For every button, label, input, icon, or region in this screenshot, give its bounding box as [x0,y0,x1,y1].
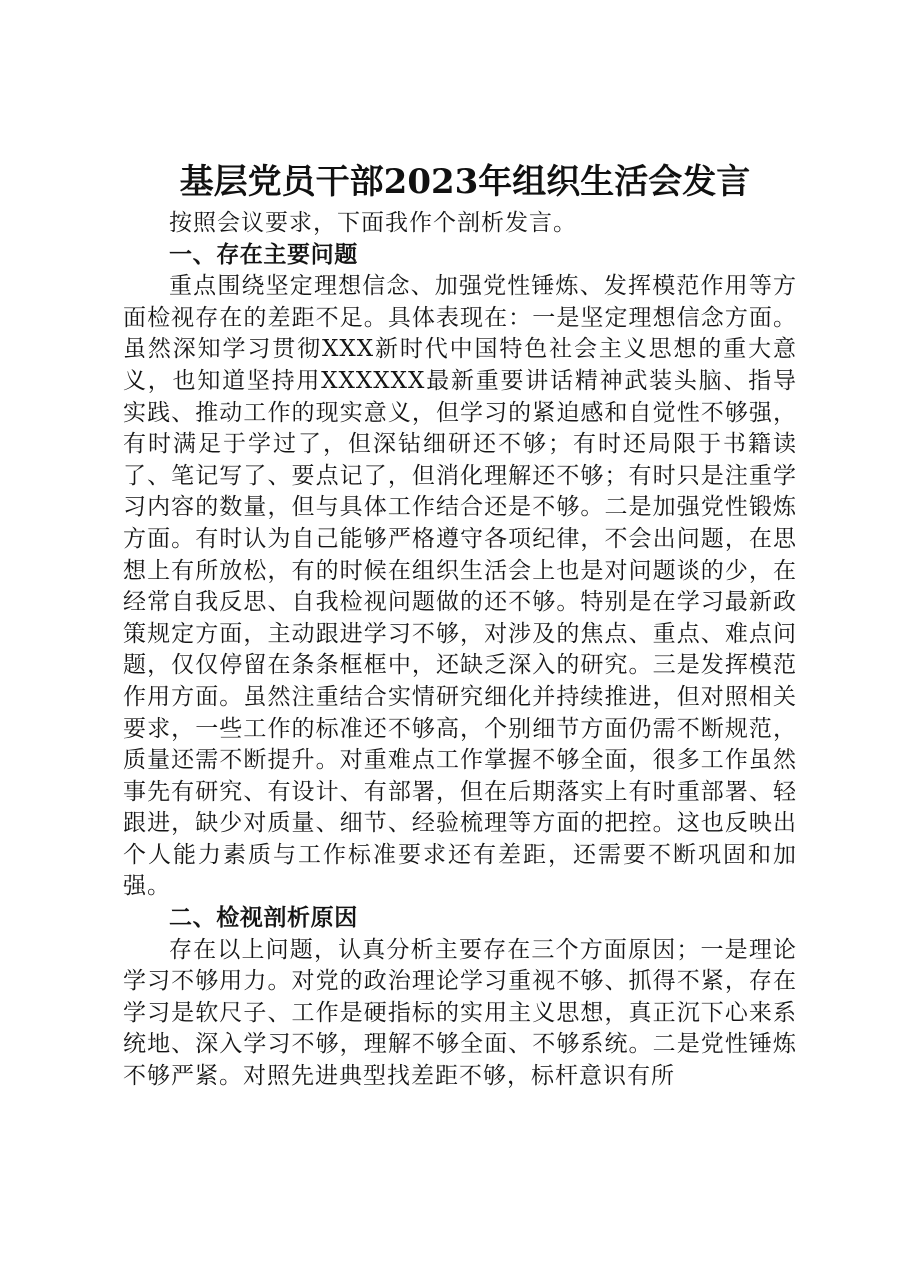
document-title: 基层党员干部2023年组织生活会发言 [179,162,751,202]
section-heading-causes: 二、检视剖析原因 [169,905,358,932]
problems-paragraph: 重点围绕坚定理想信念、加强党性锤炼、发挥模范作用等方面检视存在的差距不足。具体表现在：一是坚定理想信念方面。虽然深知学习贯彻XXX新时代中国特色社会主义思想的重大意义，也知道坚持用XXXXXX最新重要讲话精神武装头脑、指导实践、推动工作的现实意义，但学习的紧迫感和自觉性不够强，有时满足于学过了，但深钻细研还不够；有时还局限于书籍读了、笔记写了、要点记了，但消化理解还不够；有时只是注重学习内容的数量，但与具体工作结合还是不够。二是加强党性锻炼方面。有时认为自己能够严格遵守各项纪律，不会出问题，在思想上有所放松，有的时候在组织生活会上也是对问题谈的少，在经常自我反思、自我检视问题做的还不够。特别是在学习最新政策规定方面，主动跟进学习不够，对涉及的焦点、重点、难点问题，仅仅停留在条条框框中，还缺乏深入的研究。三是发挥模范作用方面。虽然注重结合实情研究细化并持续推进，但对照相关要求，一些工作的标准还不够高，个别细节方面仍需不断规范，质量还需不断提升。对重难点工作掌握不够全面，很多工作虽然事先有研究、有设计、有部署，但在后期落实上有时重部署、轻跟进，缺少对质量、细节、经验梳理等方面的把控。这也反映出个人能力素质与工作标准要求还有差距，还需要不断巩固和加强。 [123,273,797,900]
document-body [123,208,797,1093]
section-heading-problems: 一、存在主要问题 [169,241,358,268]
intro-paragraph: 按照会议要求，下面我作个剖析发言。 [169,210,577,236]
causes-paragraph: 存在以上问题，认真分析主要存在三个方面原因；一是理论学习不够用力。对党的政治理论学习重视不够、抓得不紧，存在学习是软尺子、工作是硬指标的实用主义思想，真正沉下心来系统地、深入学习不够，理解不够全面、不够系统。二是党性锤炼不够严紧。对照先进典型找差距不够，标杆意识有所 [123,936,797,1090]
